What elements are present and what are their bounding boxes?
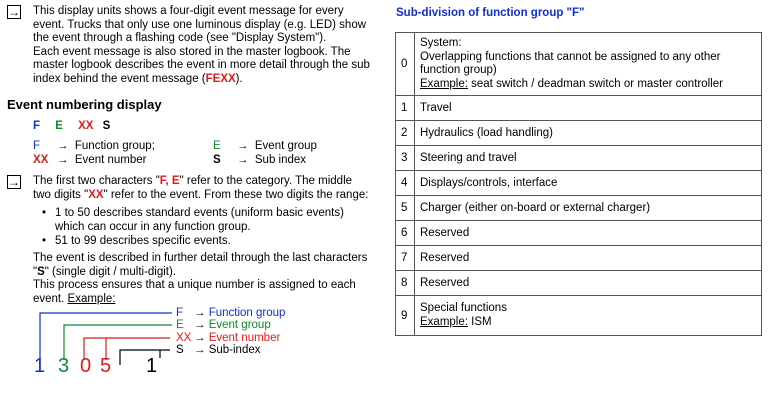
body-line: event. Example:	[33, 292, 116, 305]
table-title: Sub-division of function group "F"	[396, 7, 585, 19]
intro-line: index behind the event message (FEXX).	[33, 72, 243, 85]
section-heading: Event numbering display	[7, 97, 162, 112]
table-row	[396, 96, 762, 121]
body-paragraph-2	[33, 252, 373, 306]
table-row	[396, 146, 762, 171]
body-paragraph	[33, 175, 373, 202]
intro-line: event. Trucks that only use one luminous display (e.g. LED) show	[33, 18, 367, 31]
row-description: Steering and travel	[415, 146, 762, 171]
row-number: 0	[396, 33, 415, 96]
example-row-xx: XX → Event number	[176, 332, 281, 344]
row-number: 6	[396, 221, 415, 246]
function-group-table	[395, 32, 762, 336]
body-line: two digits "XX" refer to the event. From these two digits the range:	[33, 188, 369, 201]
event-code	[33, 120, 110, 134]
row-number: 3	[396, 146, 415, 171]
table-row	[396, 33, 762, 96]
digit-e: 3	[58, 355, 70, 377]
body-line: "S" (single digit / multi-digit).	[33, 265, 177, 278]
row-number: 7	[396, 246, 415, 271]
row-description: Special functions Example: ISM	[415, 296, 762, 336]
table-row	[396, 296, 762, 336]
table-row	[396, 171, 762, 196]
bullet-item: • 51 to 99 describes specific events.	[55, 235, 231, 249]
intro-line: the event through a flashing code (see "Display System").	[33, 32, 327, 44]
legend-row-e: E → Event group	[213, 140, 317, 152]
intro-line: master logbook describes the event in more detail through the sub	[33, 59, 370, 71]
body-line: This process ensures that a unique number is assigned to each	[33, 279, 356, 291]
row-number: 9	[396, 296, 415, 336]
note-arrow-icon: →	[8, 175, 20, 189]
code-f: F	[33, 120, 41, 132]
row-number: 5	[396, 196, 415, 221]
intro-line: Each event message is also stored in the master logbook. The	[33, 45, 351, 58]
digit-s: 1	[146, 355, 158, 377]
code-s: S	[102, 120, 111, 132]
example-row-f: F → Function group	[176, 307, 286, 319]
example-row-s: S → Sub-index	[176, 344, 261, 356]
intro-paragraph	[33, 5, 373, 86]
row-description: Reserved	[415, 246, 762, 271]
legend-row-f: F → Function group;	[33, 140, 155, 152]
example-row-e: E → Event group	[176, 319, 271, 331]
row-number: 4	[396, 171, 415, 196]
row-number: 1	[396, 96, 415, 121]
row-description: Charger (either on-board or external charger)	[415, 196, 762, 221]
digit-xx-2: 5	[100, 355, 112, 377]
table-row	[396, 271, 762, 296]
legend-row-xx: XX → Event number	[33, 154, 147, 166]
body-line: The event is described in further detail through the last characters	[33, 252, 368, 264]
legend-row-s: S → Sub index	[213, 154, 307, 166]
digit-f: 1	[34, 355, 46, 377]
code-xx: XX	[78, 120, 94, 132]
digit-xx-1: 0	[80, 355, 92, 377]
intro-line: This display units shows a four-digit event message for every	[33, 5, 344, 17]
body-line: The first two characters "F, E" refer to the category. The middle	[33, 175, 353, 187]
row-number: 8	[396, 271, 415, 296]
table-row	[396, 221, 762, 246]
row-description: Travel	[415, 96, 762, 121]
bullet-item: • 1 to 50 describes standard events (uniform basic events) which can occur in any function group.	[55, 207, 344, 234]
row-description: Reserved	[415, 271, 762, 296]
row-number: 2	[396, 121, 415, 146]
row-description: Reserved	[415, 221, 762, 246]
code-e: E	[55, 120, 63, 132]
row-description: System: Overlapping functions that cannot be assigned to any other function group) Example: seat switch / deadman switch or master controller	[415, 33, 762, 96]
connector-s	[120, 350, 170, 365]
table-row	[396, 246, 762, 271]
table-row	[396, 121, 762, 146]
row-description: Displays/controls, interface	[415, 171, 762, 196]
table-row	[396, 196, 762, 221]
note-arrow-icon: →	[8, 5, 20, 19]
row-description: Hydraulics (load handling)	[415, 121, 762, 146]
